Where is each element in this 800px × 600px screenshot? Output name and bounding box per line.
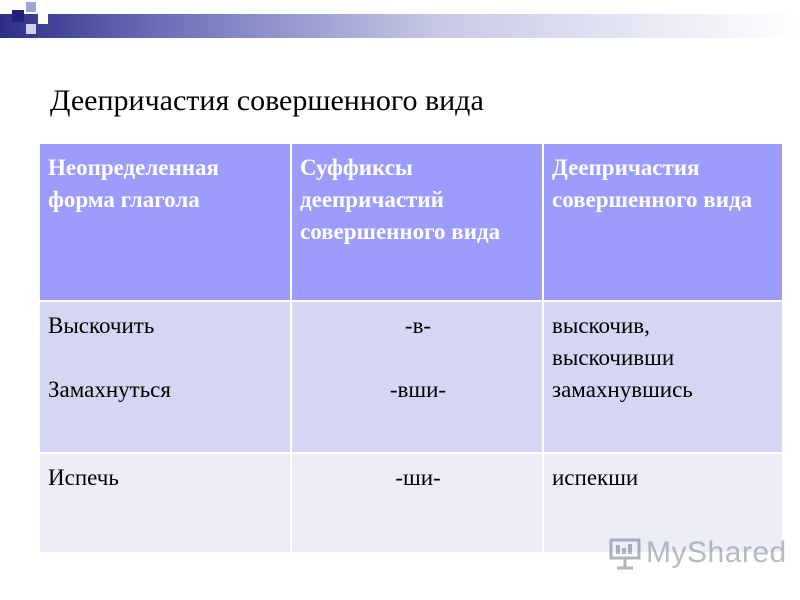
verbs-cell <box>39 453 291 553</box>
verb: Выскочить <box>48 313 155 338</box>
suffix: -в- <box>404 313 432 338</box>
verbs-cell <box>39 301 291 453</box>
suffixes-cell <box>291 301 543 453</box>
decor-square <box>26 2 36 12</box>
participle: испекши <box>552 465 639 490</box>
watermark-text: MyShared <box>646 536 787 569</box>
suffixes-cell <box>291 453 543 553</box>
slide-title: Деепричастия совершенного вида <box>50 84 484 117</box>
header-infinitive: Неопределенная форма глагола <box>39 143 291 301</box>
presentation-board-icon <box>608 536 642 570</box>
header-suffixes: Суффиксы деепричастий совершенного вида <box>291 143 543 301</box>
decor-square <box>38 14 48 24</box>
participles-table <box>38 142 784 554</box>
suffix: -ши- <box>395 465 441 490</box>
table-header-row <box>39 143 783 301</box>
decor-square <box>12 10 24 22</box>
participle: замахнувшись <box>552 377 693 403</box>
watermark <box>608 536 787 570</box>
participle: выскочив, выскочивши <box>552 313 675 371</box>
verb: Замахнуться <box>48 377 171 403</box>
header-participles: Деепричастия совершенного вида <box>543 143 783 301</box>
suffix: -вши- <box>389 377 447 403</box>
participles-cell <box>543 301 783 453</box>
verb: Испечь <box>48 465 119 490</box>
header-band <box>0 14 800 38</box>
decor-square <box>26 24 36 34</box>
table-row <box>39 301 783 453</box>
